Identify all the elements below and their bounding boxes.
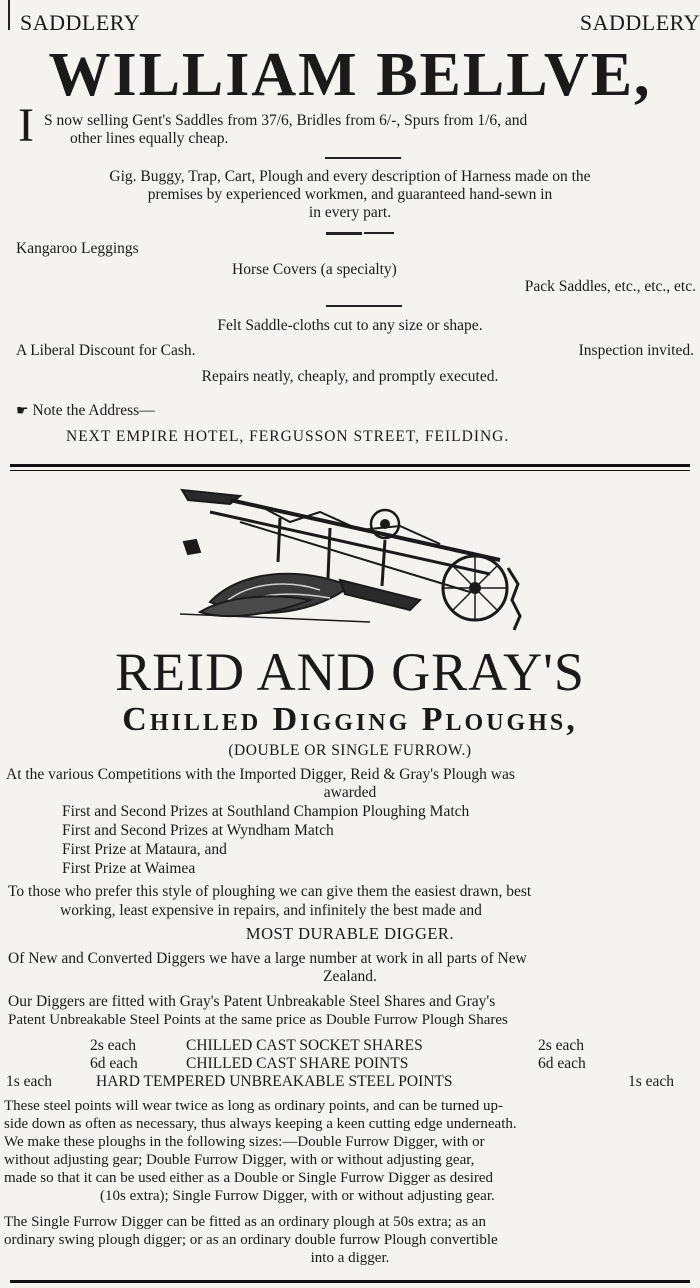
note-address-line bbox=[16, 402, 155, 420]
prize-item: First Prize at Mataura, and bbox=[62, 841, 227, 858]
single-furrow-line: The Single Furrow Digger can be fitted as an ordinary plough at 50s extra; as an bbox=[4, 1214, 486, 1230]
header-left: SADDLERY bbox=[20, 10, 141, 35]
harness-line-1: Gig. Buggy, Trap, Cart, Plough and every description of Harness made on the bbox=[109, 168, 591, 185]
steel-points-line: (10s extra); Single Furrow Digger, with or without adjusting gear. bbox=[100, 1188, 495, 1204]
fitted-line-1: Our Diggers are fitted with Gray's Patent Unbreakable Steel Shares and Gray's bbox=[8, 993, 496, 1010]
single-furrow-line: ordinary swing plough digger; or as an ordinary double furrow Plough convertible bbox=[4, 1232, 498, 1248]
intro-line-2: other lines equally cheap. bbox=[70, 130, 229, 147]
reid-gray-subtitle: Chilled Digging Ploughs, bbox=[122, 701, 578, 738]
divider bbox=[325, 157, 401, 159]
furrow-note: (DOUBLE OR SINGLE FURROW.) bbox=[228, 742, 472, 759]
most-durable-digger: MOST DURABLE DIGGER. bbox=[245, 924, 455, 943]
harness-text bbox=[0, 168, 700, 222]
steel-points-line: We make these ploughs in the following sizes:—Double Furrow Digger, with or bbox=[4, 1134, 485, 1150]
advertiser-name: WILLIAM BELLVE, bbox=[48, 41, 652, 109]
prize-item: First and Second Prizes at Wyndham Match bbox=[62, 822, 334, 839]
competition-line-1: At the various Competitions with the Imported Digger, Reid & Gray's Plough was bbox=[6, 766, 515, 783]
prize-item: First and Second Prizes at Southland Champion Ploughing Match bbox=[62, 803, 470, 820]
section-divider-thin bbox=[10, 470, 690, 471]
note-text: Note the Address— bbox=[32, 402, 155, 419]
converted-line-1: Of New and Converted Diggers we have a large number at work in all parts of New bbox=[8, 950, 527, 967]
steel-points-line: without adjusting gear; Double Furrow Digger, with or without adjusting gear, bbox=[4, 1152, 475, 1168]
price-right: 1s each bbox=[628, 1073, 675, 1090]
price-item: HARD TEMPERED UNBREAKABLE STEEL POINTS bbox=[96, 1073, 453, 1090]
price-item: CHILLED CAST SHARE POINTS bbox=[186, 1055, 409, 1072]
header-right: SADDLERY bbox=[579, 10, 700, 35]
prefer-line-2: working, least expensive in repairs, and infinitely the best made and bbox=[60, 902, 482, 919]
price-left: 6d each bbox=[90, 1055, 138, 1072]
harness-line-2: premises by experienced workmen, and guaranteed hand-sewn in bbox=[147, 186, 553, 203]
horse-covers: Horse Covers (a specialty) bbox=[232, 261, 397, 278]
price-left: 1s each bbox=[6, 1073, 53, 1090]
price-item: CHILLED CAST SOCKET SHARES bbox=[186, 1037, 423, 1054]
prize-item: First Prize at Waimea bbox=[62, 860, 196, 877]
inspection-text: Inspection invited. bbox=[578, 342, 694, 359]
single-furrow-line: into a digger. bbox=[310, 1250, 390, 1266]
section-divider-thick bbox=[10, 464, 690, 467]
bottom-divider bbox=[10, 1280, 690, 1283]
column-rule bbox=[8, 0, 10, 30]
drop-cap: I bbox=[18, 99, 34, 152]
divider-short bbox=[326, 232, 362, 235]
converted-line-2: Zealand. bbox=[323, 968, 377, 985]
prefer-line-1: To those who prefer this style of ploughing we can give them the easiest drawn, best bbox=[8, 883, 532, 900]
kangaroo-leggings: Kangaroo Leggings bbox=[16, 240, 139, 257]
price-left: 2s each bbox=[90, 1037, 137, 1054]
fitted-line-2: Patent Unbreakable Steel Points at the same price as Double Furrow Plough Shares bbox=[8, 1012, 508, 1028]
reid-gray-title: REID AND GRAY'S bbox=[115, 642, 585, 702]
plough-illustration bbox=[170, 482, 530, 632]
competition-line-2: awarded bbox=[323, 784, 377, 801]
divider bbox=[326, 305, 402, 307]
divider-short bbox=[364, 232, 394, 234]
steel-points-line: made so that it can be used either as a Double or Single Furrow Digger as desired bbox=[4, 1170, 494, 1186]
address-text: NEXT EMPIRE HOTEL, FERGUSSON STREET, FEILDING. bbox=[66, 428, 510, 445]
steel-points-line: These steel points will wear twice as long as ordinary points, and can be turned up- bbox=[4, 1098, 504, 1114]
pack-saddles: Pack Saddles, etc., etc., etc. bbox=[524, 278, 696, 295]
felt-saddle-cloths: Felt Saddle-cloths cut to any size or shape. bbox=[217, 317, 483, 334]
pointing-hand-icon: ☛ bbox=[16, 403, 29, 419]
price-right: 6d each bbox=[538, 1055, 586, 1072]
price-right: 2s each bbox=[538, 1037, 585, 1054]
steel-points-line: side down as often as necessary, thus always keeping a keen cutting edge underneath. bbox=[4, 1116, 517, 1132]
discount-text: A Liberal Discount for Cash. bbox=[16, 342, 196, 359]
harness-line-3: in every part. bbox=[308, 204, 392, 221]
intro-line-1: S now selling Gent's Saddles from 37/6, Bridles from 6/-, Spurs from 1/6, and bbox=[44, 112, 528, 129]
repairs-text: Repairs neatly, cheaply, and promptly executed. bbox=[201, 368, 499, 385]
